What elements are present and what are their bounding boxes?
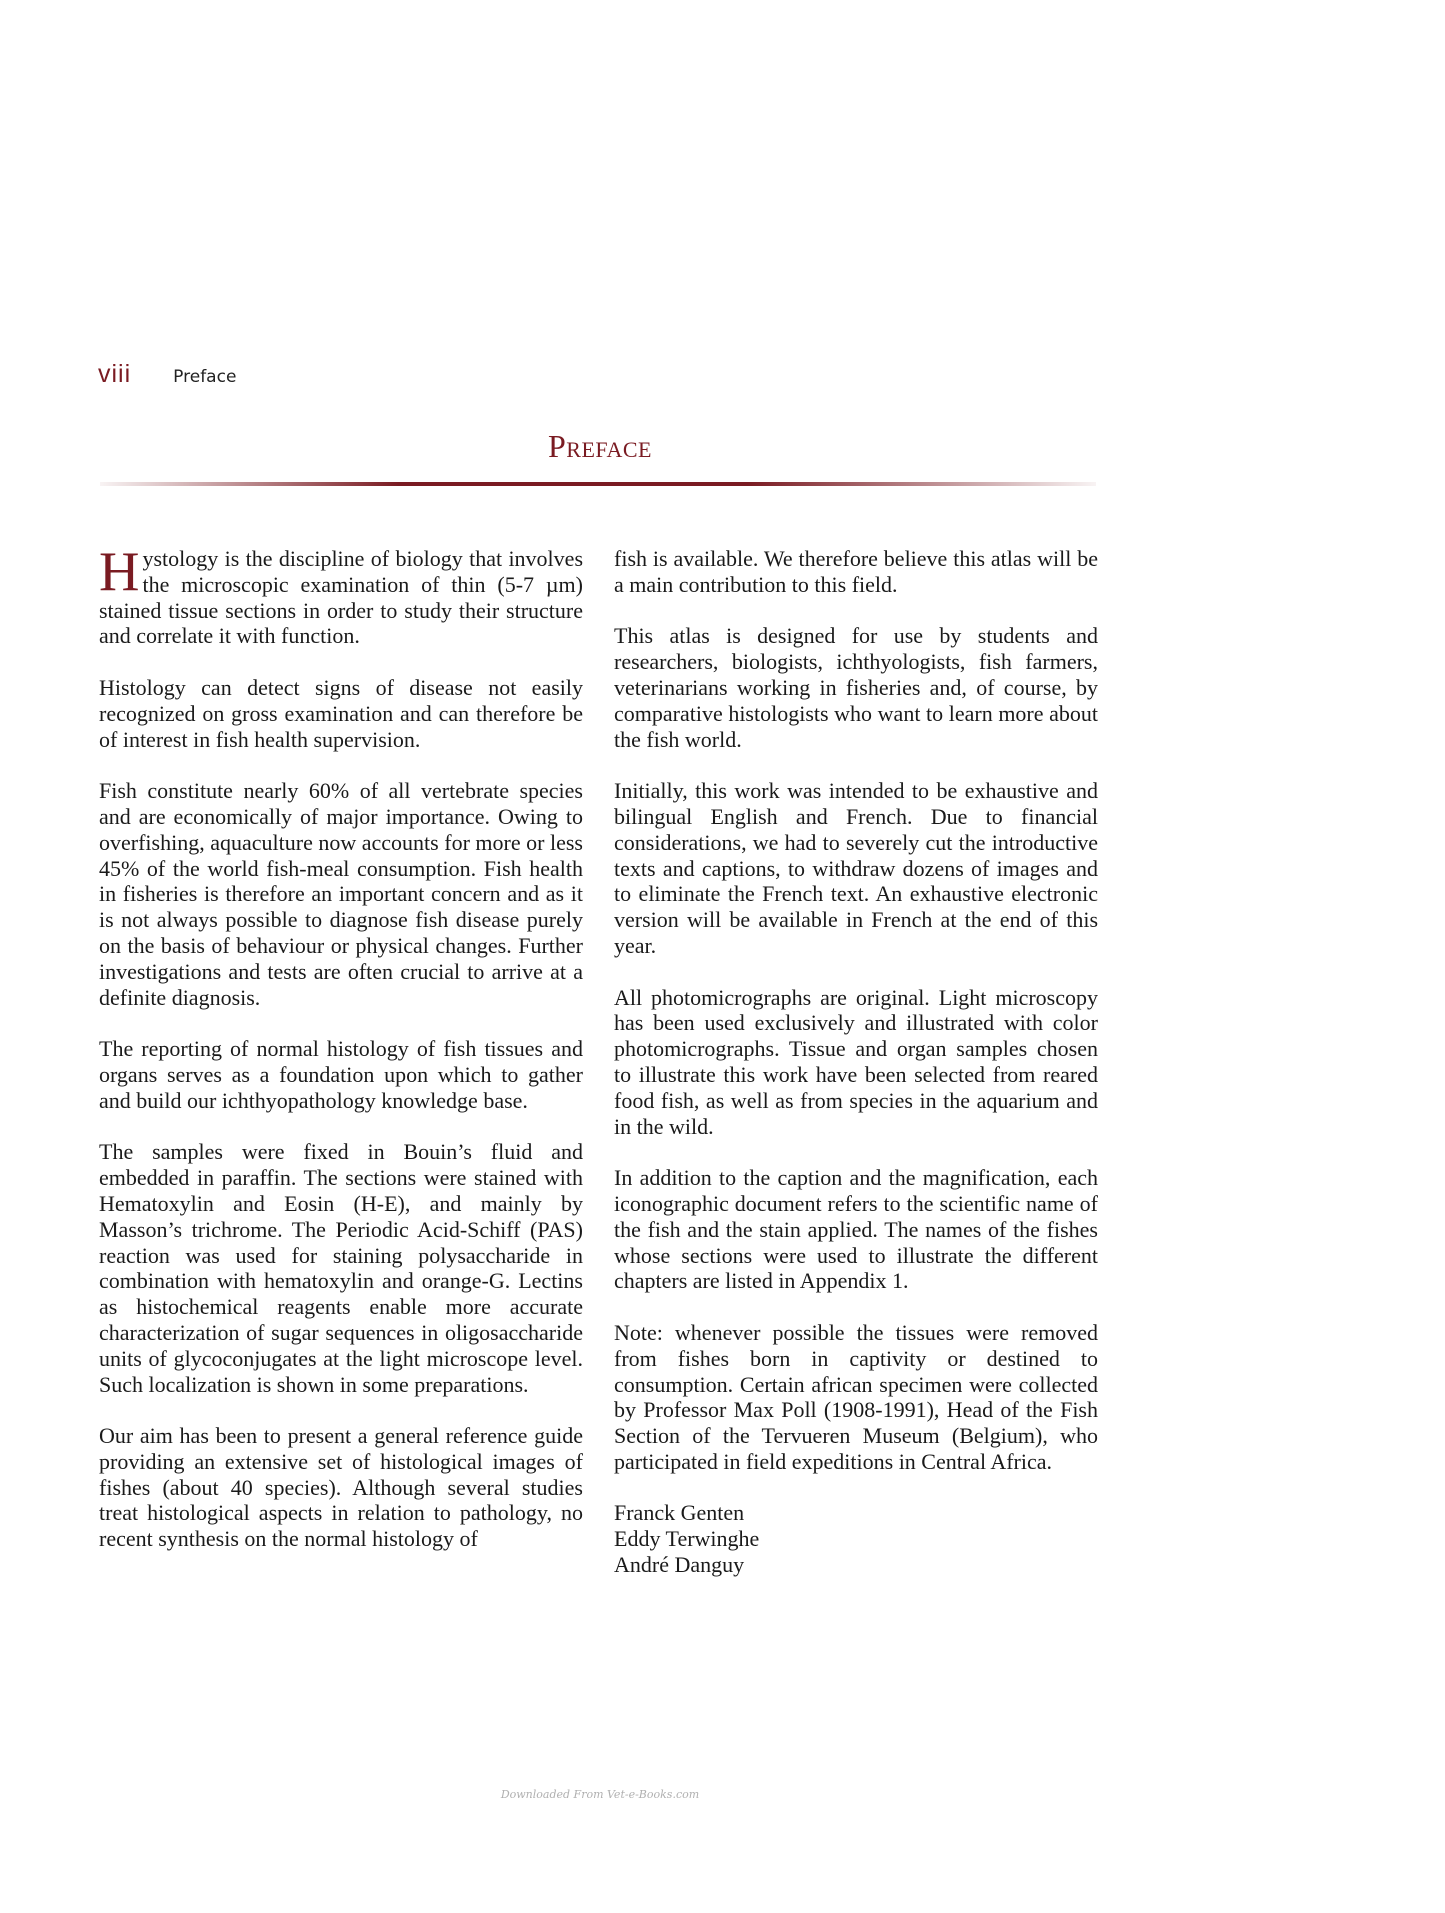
download-watermark: Downloaded From Vet-e-Books.com <box>500 1788 700 1801</box>
running-head <box>98 360 236 389</box>
paragraph: This atlas is designed for use by students and researchers, biologists, ichthyologists, fish farmers, veterinarians working in fisheries and, of course, by comparative histologists who want to learn more about the fish world. <box>614 623 1098 752</box>
author-signatures <box>614 1500 1098 1577</box>
drop-cap: H <box>99 541 140 603</box>
title-divider <box>100 482 1096 486</box>
author-name: Franck Genten <box>614 1500 745 1526</box>
paragraph: Note: whenever possible the tissues were removed from fishes born in captivity or destined to consumption. Certain african specimen were collected by Professor Max Poll (1908-1991), Head of the Fish Section of the Tervueren Museum (Belgium), who participated in field expeditions in Central Africa. <box>614 1319 1098 1474</box>
paragraph: In addition to the caption and the magnification, each iconographic document refers to the scientific name of the fish and the stain applied. The names of the fishes whose sections were used to illustrate the different chapters are listed in Appendix 1. <box>614 1165 1098 1294</box>
paragraph: fish is available. We therefore believe this atlas will be a main contribution to this field. <box>614 546 1098 597</box>
paragraph: Initially, this work was intended to be exhaustive and bilingual English and French. Due to financial considerations, we had to severely cut the introductive texts and captions, to withdraw dozens of images and to eliminate the French text. An exhaustive electronic version will be available in French at the end of this year. <box>614 778 1098 958</box>
paragraph: All photomicrographs are original. Light microscopy has been used exclusively and illustrated with color photomicrographs. Tissue and organ samples chosen to illustrate this work have been selected from reared food fish, as well as from species in the aquarium and in the wild. <box>614 984 1098 1139</box>
paragraph: Fish constitute nearly 60% of all vertebrate species and are economically of major importance. Owing to overfishing, aquaculture now accounts for more or less 45% of the world fish-meal consumption. Fish health in fisheries is therefore an important concern and as it is not always possible to diagnose fish disease purely on the basis of behaviour or physical changes. Further investigations and tests are often crucial to arrive at a definite diagnosis. <box>99 778 583 1010</box>
paragraph: The reporting of normal histology of fish tissues and organs serves as a foundation upon which to gather and build our ichthyopathology knowledge base. <box>99 1036 583 1113</box>
left-column <box>99 541 583 1578</box>
paragraph: The samples were fixed in Bouin’s fluid and embedded in paraffin. The sections were stained with Hematoxylin and Eosin (H-E), and mainly by Masson’s trichrome. The Periodic Acid-Schiff (PAS) reaction was used for staining polysaccharide in combination with hematoxylin and orange-G. Lectins as histochemical reagents enable more accurate characterization of sugar sequences in oligosaccharide units of glycoconjugates at the light microscope level. Such localization is shown in some preparations. <box>99 1139 583 1397</box>
paragraph <box>99 541 583 649</box>
page-number: viii <box>98 360 132 388</box>
author-name: Eddy Terwinghe <box>614 1526 760 1552</box>
paragraph: Our aim has been to present a general reference guide providing an extensive set of histological images of fishes (about 40 species). Although several studies treat histological aspects in relation to pathology, no recent synthesis on the normal histology of <box>99 1423 583 1552</box>
right-column <box>614 546 1098 1578</box>
paragraph: Histology can detect signs of disease not easily recognized on gross examination and can therefore be of interest in fish health supervision. <box>99 674 583 752</box>
running-title: Preface <box>173 367 237 387</box>
author-name: André Danguy <box>614 1552 745 1578</box>
paragraph-text: ystology is the discipline of biology that involves the microscopic examination of thin (5-7 µm) stained tissue sections in order to study their structure and correlate it with function. <box>99 546 583 649</box>
chapter-title: Preface <box>547 428 652 464</box>
